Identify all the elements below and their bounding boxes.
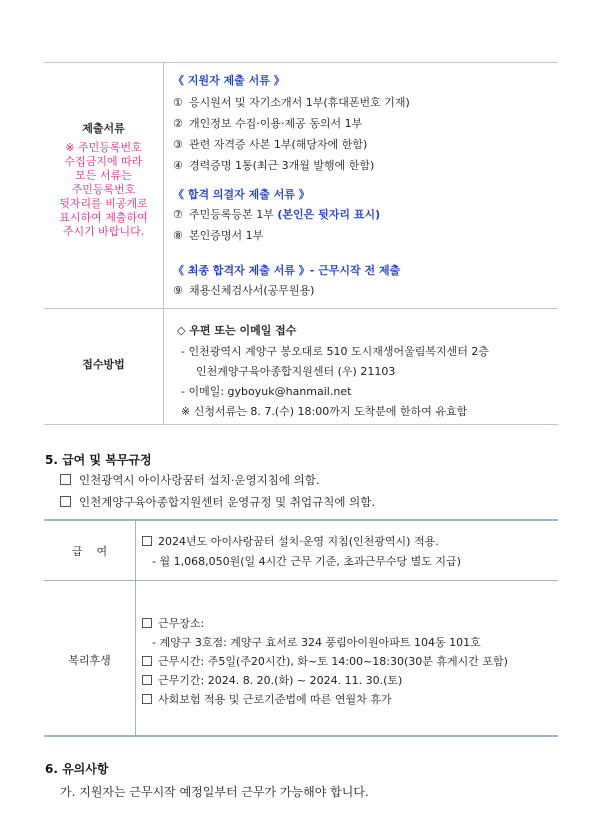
checkbox-square-icon xyxy=(142,536,152,546)
list-item: ② 개인정보 수집·이용·제공 동의서 1부 xyxy=(173,117,363,130)
reception-label: 접수방법 xyxy=(82,358,125,371)
reception-email: - 이메일: gyboyuk@hanmail.net xyxy=(181,385,352,398)
reception-line: 인천계양구육아종합지원센터 (우) 21103 xyxy=(196,365,396,378)
pass-docs-heading: 《 합격 의결자 제출 서류 》 xyxy=(173,188,310,201)
table-rule xyxy=(44,735,558,737)
note-line: 주시기 바랍니다. xyxy=(62,225,145,238)
list-item: ⑦ 주민등록등본 1부 (본인은 뒷자리 표시) xyxy=(173,208,381,221)
table-rule xyxy=(44,308,558,309)
checkbox-square-icon xyxy=(142,618,152,628)
note-line: ※ 주민등록번호 xyxy=(65,141,142,154)
welfare-line: - 계양구 3호점: 계양구 효서로 324 풍림아이원아파트 104동 101호 xyxy=(152,636,481,649)
welfare-line: 사회보험 적용 및 근로기준법에 따른 연월차 휴가 xyxy=(142,691,392,707)
list-item: ④ 경력증명 1통(최근 3개월 발행에 한함) xyxy=(173,159,375,172)
section-5-title: 5. 급여 및 복무규정 xyxy=(45,453,152,467)
section-6-title: 6. 유의사항 xyxy=(45,762,109,776)
table-rule xyxy=(44,580,558,581)
note-line: 모든 서류는 xyxy=(75,169,132,182)
submission-table xyxy=(44,62,558,425)
table-rule xyxy=(44,519,558,521)
checkbox-square-icon xyxy=(60,496,71,507)
applicant-docs-heading: 《 지원자 제출 서류 》 xyxy=(173,74,285,87)
reception-deadline-note: ※ 신청서류는 8. 7.(수) 18:00까지 도착분에 한하여 유효함 xyxy=(181,405,468,418)
welfare-line: 근무기간: 2024. 8. 20.(화) ~ 2024. 11. 30.(토) xyxy=(142,672,402,688)
note-line: 수집금지에 따라 xyxy=(64,155,143,168)
submission-label: 제출서류 xyxy=(82,122,125,135)
pay-label: 급 여 xyxy=(71,545,108,558)
note-line: 표시하여 제출하여 xyxy=(59,211,148,224)
welfare-label: 복리후생 xyxy=(68,654,111,667)
pay-amount: - 월 1,068,050원(일 4시간 근무 기준, 초과근무수당 별도 지급) xyxy=(152,555,461,568)
reception-heading: ◇ 우편 또는 이메일 접수 xyxy=(177,324,297,337)
note-line: 주민등록번호 xyxy=(71,183,136,196)
list-item: ③ 관련 자격증 사본 1부(해당자에 한함) xyxy=(173,138,368,151)
list-item: ⑧ 본인증명서 1부 xyxy=(173,229,264,242)
submission-label-cell xyxy=(44,122,163,239)
pay-line: 2024년도 아이사랑꿈터 설치·운영 지침(인천광역시) 적용. xyxy=(142,533,439,549)
checkbox-square-icon xyxy=(142,694,152,704)
table-rule xyxy=(44,424,558,425)
welfare-line: 근무시간: 주5일(주20시간), 화~토 14:00~18:30(30분 휴게시간 포함) xyxy=(142,653,508,669)
welfare-line: 근무장소: xyxy=(142,615,204,631)
table-rule xyxy=(44,62,558,63)
note-line: 뒷자리를 비공개로 xyxy=(59,197,148,210)
list-item: ① 응시원서 및 자기소개서 1부(휴대폰번호 기재) xyxy=(173,96,410,109)
submission-note xyxy=(44,141,163,239)
checkbox-square-icon xyxy=(60,474,71,485)
list-item: 인천계양구육아종합지원센터 운영규정 및 취업규칙에 의함. xyxy=(60,494,375,510)
reception-line: - 인천광역시 계양구 봉오대로 510 도시재생어울림복지센터 2층 xyxy=(181,345,489,358)
list-item: 인천광역시 아이사랑꿈터 설치·운영지침에 의함. xyxy=(60,472,319,488)
checkbox-square-icon xyxy=(142,656,152,666)
list-item: ⑨ 채용신체검사서(공무원용) xyxy=(173,284,315,297)
final-docs-heading: 《 최종 합격자 제출 서류 》- 근무시작 전 제출 xyxy=(173,264,401,277)
checkbox-square-icon xyxy=(142,675,152,685)
pay-benefits-table xyxy=(44,519,558,737)
notice-text: 가. 지원자는 근무시작 예정일부터 근무가 가능해야 합니다. xyxy=(60,785,369,799)
table-divider xyxy=(163,62,164,425)
table-divider xyxy=(135,519,136,737)
